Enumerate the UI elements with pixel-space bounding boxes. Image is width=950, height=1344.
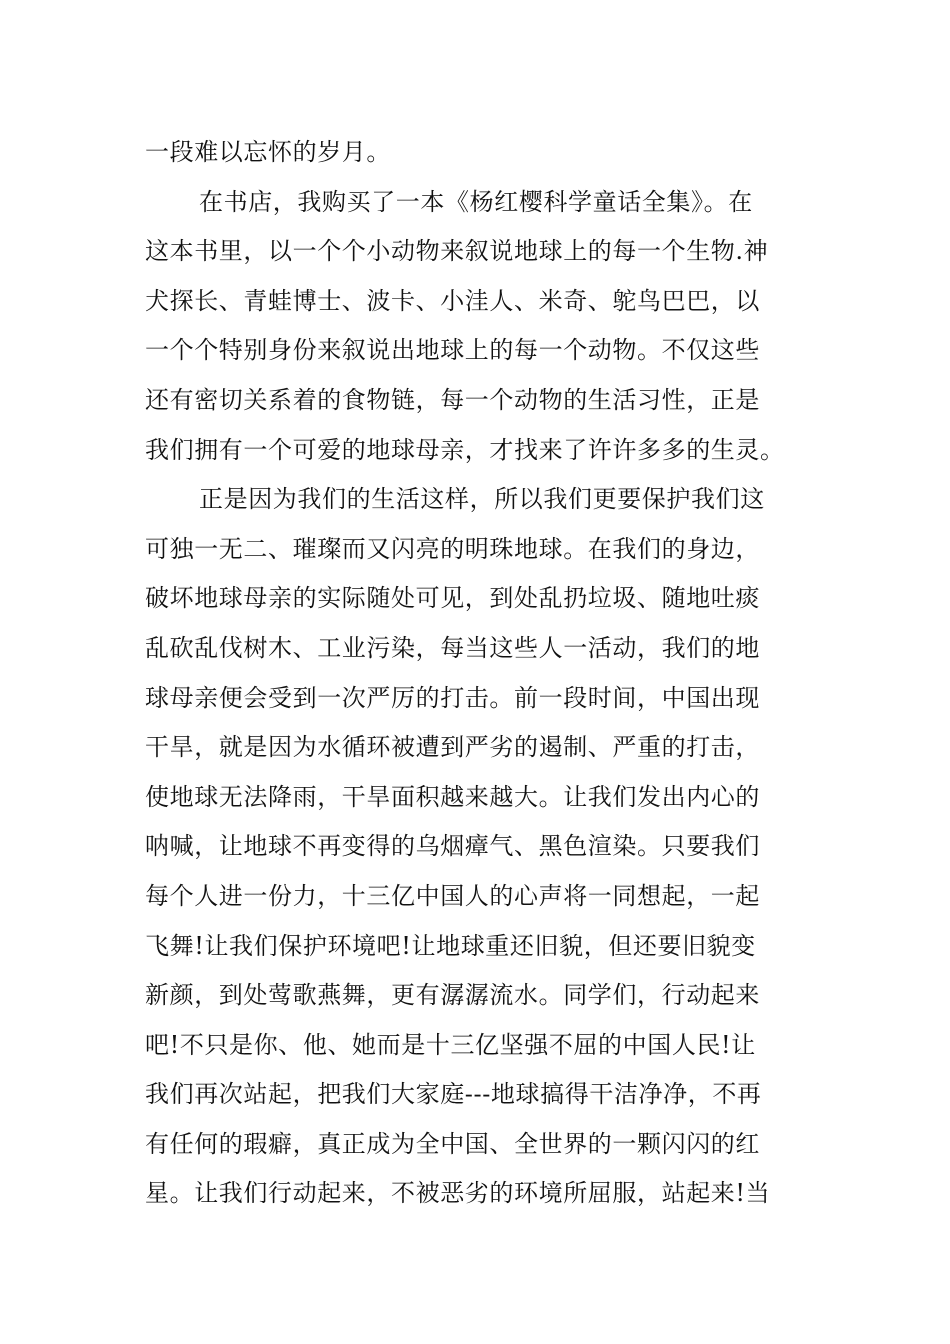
text-line: 有任何的瑕癖，真正成为全中国、全世界的一颗闪闪的红 [145,1129,760,1158]
text-line: 乱砍乱伐树木、工业污染，每当这些人一活动，我们的地 [145,633,760,662]
paragraph-start-line: 在书店，我购买了一本《杨红樱科学童话全集》。在 [199,187,753,216]
text-line: 犬探长、青蛙博士、波卡、小洼人、米奇、鸵鸟巴巴，以 [145,286,760,315]
text-line: 球母亲便会受到一次严厉的打击。前一段时间，中国出现 [145,683,760,712]
text-line: 飞舞!让我们保护环境吧!让地球重还旧貌，但还要旧貌变 [145,931,756,960]
text-line: 可独一无二、璀璨而又闪亮的明珠地球。在我们的身边， [145,534,760,563]
text-line: 一段难以忘怀的岁月。 [145,138,391,166]
essay-body [145,128,810,1219]
text-line: 我们再次站起，把我们大家庭---地球搞得干洁净净，不再 [145,1080,762,1109]
text-line: 干旱，就是因为水循环被遭到严劣的遏制、严重的打击， [145,733,760,762]
paragraph-start-line: 正是因为我们的生活这样，所以我们更要保护我们这 [199,485,765,514]
text-line: 呐喊，让地球不再变得的乌烟瘴气、黑色渲染。只要我们 [145,832,760,861]
text-line: 吧!不只是你、他、她而是十三亿坚强不屈的中国人民!让 [145,1030,756,1059]
text-line: 还有密切关系着的食物链，每一个动物的生活习性，正是 [145,385,760,414]
text-line: 这本书里，以一个个小动物来叙说地球上的每一个生物.神 [145,237,769,266]
text-line: 我们拥有一个可爱的地球母亲，才找来了许许多多的生灵。 [145,435,785,464]
text-line: 一个个特别身份来叙说出地球上的每一个动物。不仅这些 [145,336,760,365]
text-line: 每个人进一份力，十三亿中国人的心声将一同想起，一起 [145,881,760,910]
text-line: 使地球无法降雨，干旱面积越来越大。让我们发出内心的 [145,782,760,811]
text-line: 新颜，到处莺歌燕舞，更有潺潺流水。同学们，行动起来 [145,981,760,1010]
text-line: 星。让我们行动起来，不被恶劣的环境所屈服，站起来!当 [145,1179,771,1208]
text-line: 破坏地球母亲的实际随处可见，到处乱扔垃圾、随地吐痰 [145,584,760,613]
